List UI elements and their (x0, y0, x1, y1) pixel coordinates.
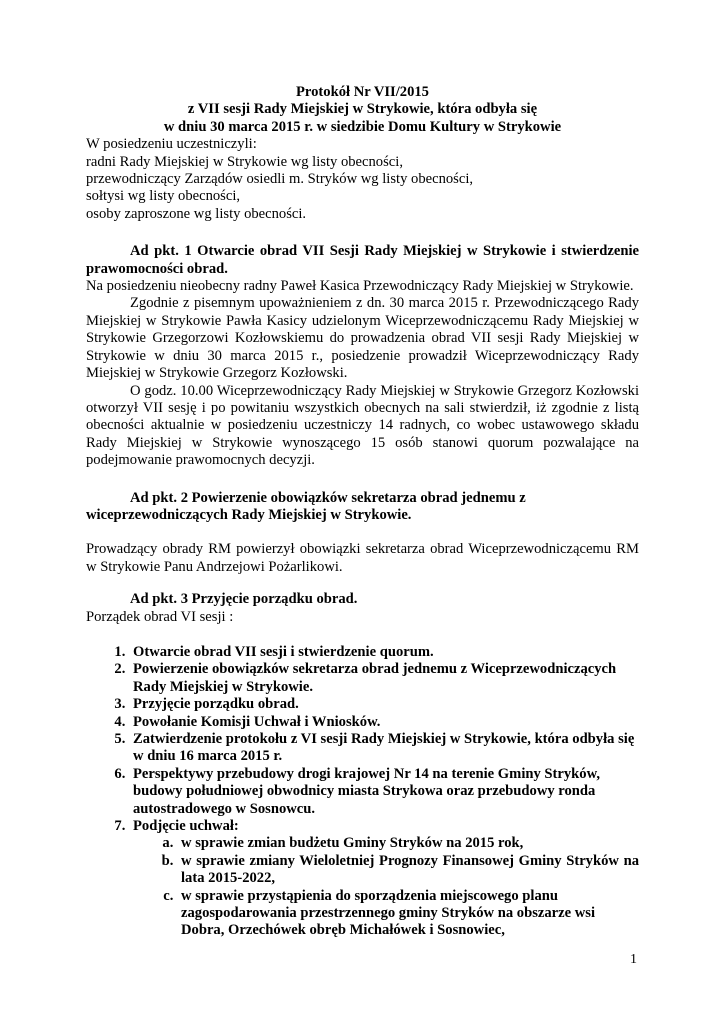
agenda-item-label: Podjęcie uchwał: (133, 818, 239, 835)
document-page (86, 84, 639, 940)
section-pkt1 (86, 243, 639, 469)
pkt3-intro: Porządek obrad VI sesji : (86, 608, 234, 625)
agenda-item: 3. Przyjęcie porządku obrad. (129, 696, 639, 713)
pkt2-paragraph: Prowadzący obrady RM powierzył obowiązki sekretarza obrad Wiceprzewodniczącemu RM w Strykowie Panu Andrzejowi Pożarlikowi. (86, 541, 639, 575)
attendees-item: radni Rady Miejskiej w Strykowie wg listy obecności, (86, 153, 403, 170)
agenda-item: 6. Perspektywy przebudowy drogi krajowej Nr 14 na terenie Gminy Stryków, budowy południowej obwodnicy miasta Strykowa oraz przebudowy ronda autostradowego w Sosnowcu. (129, 766, 639, 818)
resolutions-list (133, 835, 639, 939)
pkt3-heading: Ad pkt. 3 Przyjęcie porządku obrad. (130, 591, 358, 608)
agenda-item: 2. Powierzenie obowiązków sekretarza obrad jednemu z Wiceprzewodniczących Rady Miejskiej w Strykowie. (129, 661, 639, 696)
agenda-list (86, 644, 639, 940)
agenda-item (129, 818, 639, 940)
pkt1-heading-line-2: prawomocności obrad. (86, 260, 228, 277)
pkt1-absent-note: Na posiedzeniu nieobecny radny Paweł Kasica Przewodniczący Rady Miejskiej w Strykowie. (86, 278, 634, 295)
pkt2-heading-line-2: wiceprzewodniczących Rady Miejskiej w Strykowie. (86, 506, 412, 523)
document-title (86, 84, 639, 136)
pkt2-heading-line-1: Ad pkt. 2 Powierzenie obowiązków sekretarza obrad jednemu z (130, 489, 526, 506)
attendees-item: przewodniczący Zarządów osiedli m. Stryków wg listy obecności, (86, 171, 474, 188)
attendees-intro: W posiedzeniu uczestniczyli: (86, 136, 257, 153)
attendees-item: osoby zaproszone wg listy obecności. (86, 205, 307, 222)
resolution-item: c. w sprawie przystąpienia do sporządzenia miejscowego planu zagospodarowania przestrzennego gminy Stryków na obszarze wsi Dobra, Orzechówek obręb Michałówek i Sosnowiec, (177, 888, 639, 940)
pkt1-paragraph: Zgodnie z pisemnym upoważnieniem z dn. 30 marca 2015 r. Przewodniczącego Rady Miejskiej w Strykowie Pawła Kasicy udzielonym Wiceprzewodniczącemu Rady Miejskiej w Strykowie Grzegorzowi Kozłowskiemu do prowadzenia obrad VII sesji Rady Miejskiej w Strykowie w dniu 30 marca 2015 r., posiedzenie prowadził Wiceprzewodniczący Rady Miejskiej w Strykowie Grzegorz Kozłowski. (86, 295, 639, 382)
agenda-item: 1. Otwarcie obrad VII sesji i stwierdzenie quorum. (129, 644, 639, 661)
resolution-item: b. w sprawie zmiany Wieloletniej Prognozy Finansowej Gminy Stryków na lata 2015-2022, (177, 853, 639, 888)
pkt1-paragraph: O godz. 10.00 Wiceprzewodniczący Rady Miejskiej w Strykowie Grzegorz Kozłowski otworzył VII sesję i po powitaniu wszystkich obecnych na sali stwierdził, iż zgodnie z listą obecności aktualnie w posiedzeniu uczestniczy 14 radnych, co wobec ustawowego składu Rady Miejskiej w Strykowie wynoszącego 15 osób stanowi quorum pozwalające na podejmowanie prawomocnych decyzji. (86, 382, 639, 469)
agenda-item: 5. Zatwierdzenie protokołu z VI sesji Rady Miejskiej w Strykowie, która odbyła się w dniu 16 marca 2015 r. (129, 731, 639, 766)
title-line-2: z VII sesji Rady Miejskiej w Strykowie, która odbyła się (187, 101, 538, 118)
section-pkt2 (86, 490, 639, 577)
page-number: 1 (630, 952, 637, 967)
attendees-section (86, 136, 639, 223)
agenda-item: 4. Powołanie Komisji Uchwał i Wniosków. (129, 714, 639, 731)
section-pkt3 (86, 591, 639, 940)
title-line-3: w dniu 30 marca 2015 r. w siedzibie Domu Kultury w Strykowie (163, 118, 562, 135)
resolution-item: a. w sprawie zmian budżetu Gminy Stryków na 2015 rok, (177, 835, 639, 852)
pkt1-heading-line-1: Ad pkt. 1 Otwarcie obrad VII Sesji Rady Miejskiej w Strykowie i stwierdzenie (130, 243, 639, 260)
title-line-1: Protokół Nr VII/2015 (296, 84, 429, 100)
attendees-item: sołtysi wg listy obecności, (86, 188, 241, 205)
